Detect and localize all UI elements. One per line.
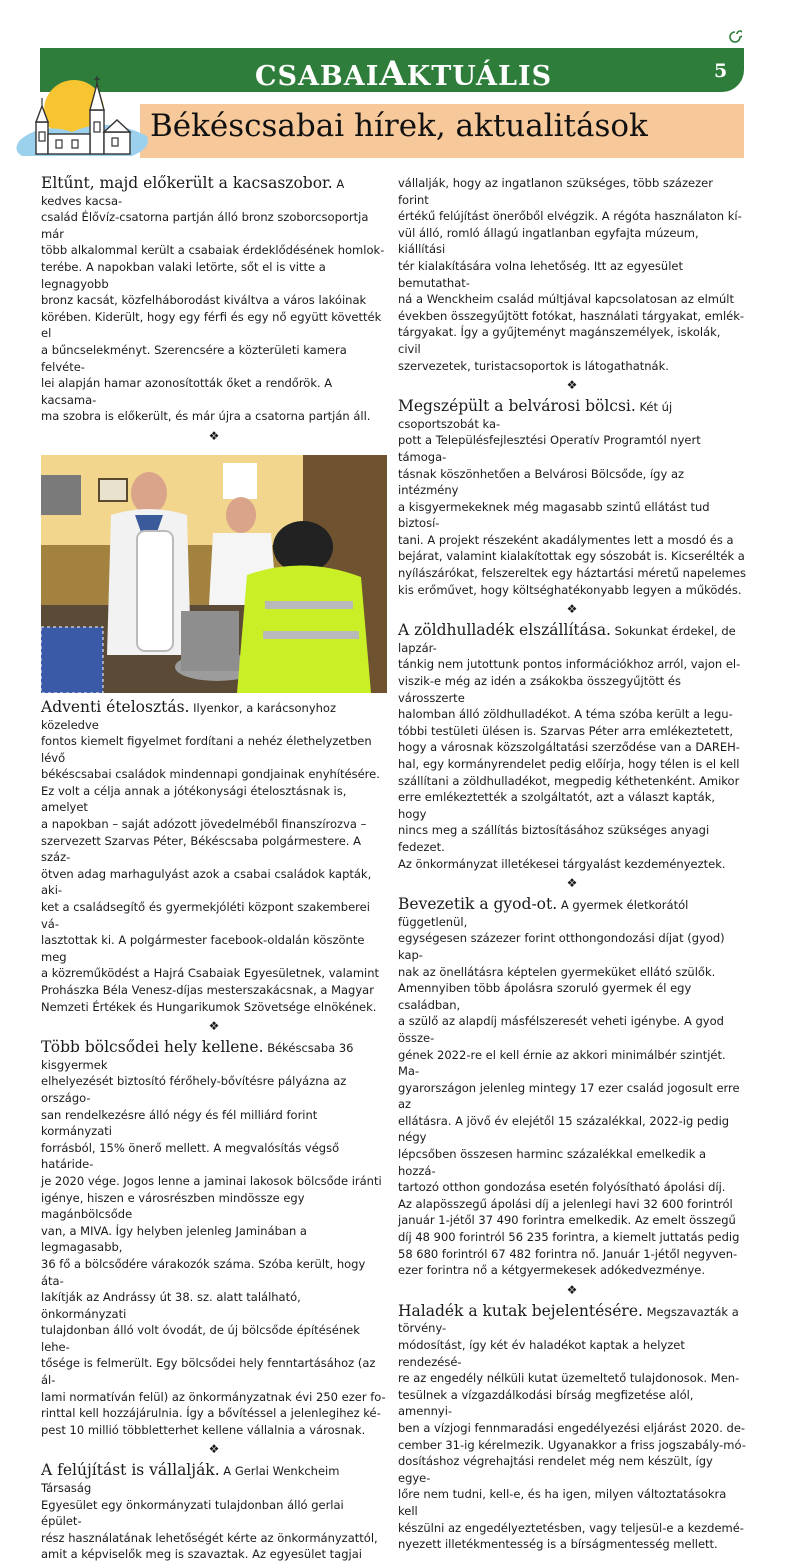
article-zoldhulladek bbox=[398, 622, 746, 872]
article-text-line: elhelyezését biztosító férőhely-bővítésre pályázna az országo- bbox=[41, 1074, 347, 1105]
article-text-line: tulajdonban álló volt óvodát, de új bölcsőde építésének lehe- bbox=[41, 1323, 360, 1354]
separator-ornament: ❖ bbox=[566, 378, 578, 393]
article-text-line: tesülnek a vízgazdálkodási bírság megfizetése alól, amennyi- bbox=[398, 1387, 694, 1419]
section-title: Békéscsabai hírek, aktualitások bbox=[150, 108, 648, 144]
article-text-line: vállalják, hogy az ingatlanon szükséges, több százezer forint bbox=[398, 176, 713, 207]
article-body: Haladék a kutak bejelentésére. Megszavazták a törvény- bbox=[398, 1301, 739, 1336]
article-heading: Több bölcsődei hely kellene. bbox=[41, 1038, 264, 1057]
swirl-ornament-icon bbox=[728, 30, 742, 44]
page-number: 5 bbox=[714, 60, 728, 82]
article-heading: A zöldhulladék elszállítása. bbox=[398, 621, 611, 640]
article-body: Eltűnt, majd előkerült a kacsaszobor. A kedves kacsa- bbox=[41, 174, 345, 208]
article-text-line: viszik-e még az idén a zsákokba összegyűjtött és városszerte bbox=[398, 674, 681, 705]
article-body: A zöldhulladék elszállítása. Sokunkat érdekel, de lapzár- bbox=[398, 621, 736, 655]
article-text-line: tartozó otthon gondozása esetén folyósítható ápolási díj. bbox=[398, 1180, 726, 1195]
separator-ornament: ❖ bbox=[566, 876, 578, 891]
article-text-line: forrásból, 15% önerő mellett. A megvalósítás végső határide- bbox=[41, 1140, 340, 1172]
article-text-line: körében. Kiderült, hogy egy férfi és egy nő együtt követték el bbox=[41, 309, 382, 341]
article-kacsaszobor bbox=[41, 175, 387, 425]
article-text-line: tárgyakat. Így a gyűjteményt magánszemélyek, iskolák, civil bbox=[398, 325, 721, 356]
article-body: Több bölcsődei hely kellene. Békéscsaba 36 kisgyermek bbox=[41, 1038, 354, 1072]
article-text-line: értékű felújítást önerőből elvégzik. A régóta használaton kí- bbox=[398, 209, 742, 224]
article-text-line: a napokban – saját adózott jövedelméből finanszírozva – bbox=[41, 817, 367, 832]
article-belvarosi-bolcsi bbox=[398, 398, 746, 598]
article-text-line: rinttal kell hozzájárulnia. Így a bővítéssel a jelenlegihez ké- bbox=[41, 1406, 381, 1421]
article-text-line: lasztottak ki. A polgármester facebook-oldalán köszönte meg bbox=[41, 933, 365, 964]
article-text-line: re az engedély nélküli kutat üzemeltető tulajdonosok. Men- bbox=[398, 1371, 740, 1386]
article-text-line: nincs meg a szállítás biztosításához szükséges anyagi fedezet. bbox=[398, 823, 710, 854]
article-text-line: tánkig nem jutottunk pontos információkhoz arról, vajon el- bbox=[398, 657, 741, 672]
article-text-line: Az önkormányzat illetékesei tárgyalást kezdeményeztek. bbox=[398, 856, 726, 871]
separator-ornament: ❖ bbox=[566, 1282, 578, 1297]
article-text-line: van, a MIVA. Így helyben jelenleg Jaminában a legmagasabb, bbox=[41, 1223, 307, 1255]
article-gyod bbox=[398, 896, 746, 1279]
article-body: A felújítást is vállalják. A Gerlai Wenkcheim Társaság bbox=[41, 1461, 340, 1496]
article-text-line: je 2020 vége. Jogos lenne a jaminai lakosok bölcsőde iránti bbox=[41, 1173, 382, 1188]
article-text-line: ötven adag marhagulyást azok a csabai családok kapták, aki- bbox=[41, 866, 372, 898]
article-text-line: pott a Településfejlesztési Operatív Programtól nyert támoga- bbox=[398, 433, 701, 464]
article-text-line: amit a képviselők meg is szavaztak. Az egyesület tagjai bbox=[41, 1547, 362, 1562]
article-text-line: nyezett illetékmentesség is a bírságmentesség mellett. bbox=[398, 1537, 718, 1552]
article-text-line: tani. A projekt részeként akadálymentes lett a mosdó és a bbox=[398, 532, 734, 547]
article-text-line: san rendelkezésre álló négy és fél milliárd forint kormányzati bbox=[41, 1107, 318, 1139]
article-bolcsodei-hely bbox=[41, 1039, 387, 1438]
article-text-line: szervezett Szarvas Péter, Békéscsaba polgármestere. A száz- bbox=[41, 833, 361, 865]
article-text-line: lépcsőben összesen harminc százalékkal emelkedik a hozzá- bbox=[398, 1147, 707, 1178]
church-town-logo-icon bbox=[12, 70, 162, 170]
article-text-line: szervezetek, turistacsoportok is látogathatnák. bbox=[398, 358, 669, 373]
article-text-line: vül álló, romló állagú ingatlanban egyfajta múzeum, kiállítási bbox=[398, 225, 699, 257]
right-column bbox=[398, 175, 746, 1553]
article-text-line: család Élővíz-csatorna partján álló bronz szoborcsoportja már bbox=[41, 210, 369, 241]
article-text-line: lei alapján hamar azonosították őket a rendőrök. A kacsama- bbox=[41, 376, 333, 407]
article-text-line: békéscsabai családok mindennapi gondjainak enyhítésére. bbox=[41, 767, 380, 782]
article-text-line: igénye, hiszen e városrészben mindössze egy magánbölcsőde bbox=[41, 1190, 305, 1222]
article-text-line: 36 fő a bölcsődére várakozók száma. Szóba került, hogy áta- bbox=[41, 1256, 366, 1288]
magazine-title: CSABAIAKTUÁLIS bbox=[255, 54, 553, 94]
article-text-line: ná a Wenckheim család múltjával kapcsolatosan az elmúlt bbox=[398, 292, 734, 307]
separator-ornament: ❖ bbox=[566, 602, 578, 617]
article-text-line: Nemzeti Értékek és Hungarikumok Szövetsége elnökének. bbox=[41, 999, 377, 1014]
article-text-line: rész használatának lehetőségét kérte az önkormányzattól, bbox=[41, 1530, 378, 1545]
article-felujitas-continued bbox=[398, 175, 746, 374]
food-distribution-photo bbox=[41, 455, 387, 693]
article-text-line: lakítják az Andrássy út 38. sz. alatt található, önkormányzati bbox=[41, 1290, 301, 1321]
article-text-line: több alkalommal került a csabaiak érdeklődésének homlok- bbox=[41, 243, 385, 258]
article-text-line: nyílászárókat, felszereltek egy háztartási méretű napelemes bbox=[398, 566, 746, 581]
separator-ornament: ❖ bbox=[208, 1019, 220, 1034]
article-text-line: 58 680 forintról 67 482 forintra nő. Január 1-jétől negyven- bbox=[398, 1246, 738, 1261]
article-text-line: a kisgyermekeknek még magasabb szintű ellátást tud biztosí- bbox=[398, 499, 710, 531]
article-adventi-etelosztas bbox=[41, 699, 387, 1015]
article-text-line: készülni az engedélyeztetésben, vagy teljesül-e a kezdemé- bbox=[398, 1520, 744, 1535]
article-heading: A felújítást is vállalják. bbox=[41, 1461, 220, 1480]
article-heading: Bevezetik a gyod-ot. bbox=[398, 895, 558, 914]
article-text-line: terébe. A napokban valaki letörte, sőt el is vitte a legnagyobb bbox=[41, 259, 326, 291]
article-text-line: pest 10 millió többletterhet kellene vállalnia a városnak. bbox=[41, 1422, 366, 1437]
article-text-line: bejárat, valamint kialakítottak egy sószobát is. Kicserélték a bbox=[398, 549, 745, 564]
article-text-line: ben a vízjogi fennmaradási engedélyezési eljárást 2020. de- bbox=[398, 1420, 746, 1435]
article-text-line: ellátásra. A jövő év elejétől 15 százalékkal, 2022-ig pedig négy bbox=[398, 1113, 730, 1145]
article-text-line: tóbbi testületi ülésen is. Szarvas Péter arra emlékeztetett, bbox=[398, 723, 733, 738]
article-text-line: dosításhoz végrehajtási rendelet még nem készült, így egye- bbox=[398, 1454, 713, 1485]
article-text-line: tősége is felmerült. Egy bölcsődei hely fenntartásához (az ál- bbox=[41, 1356, 376, 1388]
article-text-line: ket a családsegítő és gyermekjóléti központ szakemberei vá- bbox=[41, 900, 370, 931]
article-text-line: hogy a városnak közszolgáltatási szerződése van a DAREH- bbox=[398, 740, 740, 755]
article-text-line: cember 31-ig kérelmezik. Ugyanakkor a friss jogszabály-mó- bbox=[398, 1437, 746, 1452]
article-text-line: díj 48 900 forintról 56 235 forintra, a kiemelt juttatás pedig bbox=[398, 1230, 740, 1245]
left-column bbox=[41, 175, 387, 1563]
article-text-line: fontos kiemelt figyelmet fordítani a nehéz élethelyzetben lévő bbox=[41, 734, 372, 765]
article-text-line: Prohászka Béla Venesz-díjas mesterszakácsnak, a Magyar bbox=[41, 983, 374, 997]
article-text-line: gének 2022-re el kell érnie az akkori minimálbér szintjét. Ma- bbox=[398, 1047, 726, 1079]
article-text-line: években összegyűjtött fotókat, használati tárgyakat, emlék- bbox=[398, 308, 745, 323]
article-text-line: ma szobra is előkerült, és már újra a csatorna partján áll. bbox=[41, 409, 371, 424]
article-text-line: módosítást, így két év haladékot kaptak a helyzet rendezésé- bbox=[398, 1338, 685, 1369]
article-text-line: szállítani a zöldhulladékot, megpedig kéthetenként. Amikor bbox=[398, 773, 740, 788]
article-text-line: halomban álló zöldhulladékot. A téma szóba került a legu- bbox=[398, 707, 733, 722]
article-text-line: ezer forintra nő a kétgyermekesek adókedvezménye. bbox=[398, 1263, 706, 1278]
article-text-line: Ez volt a célja annak a jótékonysági ételosztásnak is, amelyet bbox=[41, 783, 347, 815]
article-text-line: a bűncselekményt. Szerencsére a közterületi kamera felvéte- bbox=[41, 342, 347, 374]
article-text-line: erre emlékeztették a szolgáltatót, azt a választ kapták, hogy bbox=[398, 790, 716, 821]
article-text-line: Az alapösszegű ápolási díj a jelenlegi havi 32 600 forintról bbox=[398, 1196, 733, 1211]
article-text-line: Egyesület egy önkormányzati tulajdonban álló gerlai épület- bbox=[41, 1497, 344, 1529]
article-body: Megszépült a belvárosi bölcsi. Két új csoportszobát ka- bbox=[398, 397, 673, 431]
article-text-line: lőre nem tudni, kell-e, és ha igen, milyen változtatásokra kell bbox=[398, 1487, 727, 1518]
article-heading: Haladék a kutak bejelentésére. bbox=[398, 1301, 643, 1320]
article-body: Bevezetik a gyod-ot. A gyermek életkorától függetlenül, bbox=[398, 895, 689, 929]
article-heading: Eltűnt, majd előkerült a kacsaszobor. bbox=[41, 174, 333, 192]
article-text-line: tér kialakítására volna lehetőség. Itt az egyesület bemutathat- bbox=[398, 258, 683, 290]
article-text-line: gyarországon jelenleg mintegy 17 ezer család jogosult erre az bbox=[398, 1080, 740, 1112]
article-text-line: hal, egy kormányrendelet pedig előírja, hogy télen is el kell bbox=[398, 757, 740, 771]
article-text-line: nak az önellátásra képtelen gyermeküket ellátó szülők. bbox=[398, 964, 716, 979]
article-text-line: Amennyiben több ápolásra szoruló gyermek él egy családban, bbox=[398, 981, 692, 1012]
article-text-line: lami normatíván felül) az önkormányzatnak évi 250 ezer fo- bbox=[41, 1389, 386, 1404]
article-text-line: a szülő az alapdíj másfélszeresét veheti igénybe. A gyod össze- bbox=[398, 1014, 724, 1045]
article-kutak bbox=[398, 1303, 746, 1553]
article-text-line: január 1-jétől 37 490 forintra emelkedik. Az emelt összegű bbox=[398, 1213, 736, 1228]
separator-ornament: ❖ bbox=[208, 1442, 220, 1457]
article-felujitas bbox=[41, 1462, 387, 1563]
article-body: Adventi ételosztás. Ilyenkor, a karácsonyhoz közeledve bbox=[41, 697, 337, 732]
article-heading: Adventi ételosztás. bbox=[41, 697, 190, 716]
article-text-line: tásnak köszönhetően a Belvárosi Bölcsőde, így az intézmény bbox=[398, 466, 685, 498]
article-text-line: egységesen százezer forint otthongondozási díjat (gyod) kap- bbox=[398, 931, 725, 962]
article-heading: Megszépült a belvárosi bölcsi. bbox=[398, 397, 636, 416]
article-text-line: bronz kacsát, közfelháborodást kiváltva a város lakóinak bbox=[41, 293, 367, 308]
separator-ornament: ❖ bbox=[208, 428, 220, 443]
article-text-line: kis erőművet, hogy költséghatékonyabb legyen a működés. bbox=[398, 582, 742, 597]
article-text-line: a közreműködést a Hajrá Csabaiak Egyesületnek, valamint bbox=[41, 966, 380, 981]
